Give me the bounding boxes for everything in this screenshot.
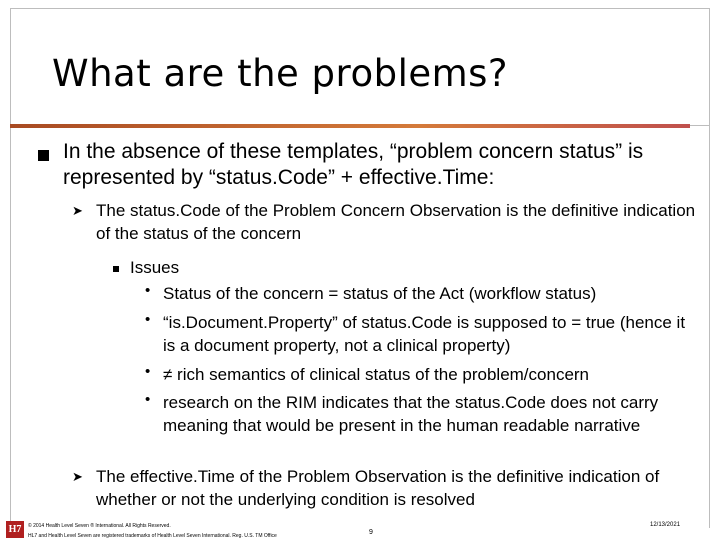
slide-date: 12/13/2021	[650, 522, 681, 528]
issue-item-1: Status of the concern = status of the Act (workflow status)	[163, 284, 597, 303]
footer-copyright: © 2014 Health Level Seven ® International. All Rights Reserved.	[28, 523, 171, 529]
square-bullet-icon	[38, 150, 49, 161]
issue-item-2: “is.Document.Property” of status.Code is supposed to = true (hence it is a document property, not a clinical property)	[163, 313, 686, 355]
square-bullet-small-icon	[113, 266, 119, 272]
slide-title: What are the problems?	[52, 52, 509, 95]
bullet-level2-text-2: The effective.Time of the Problem Observation is the definitive indication of whether or not the underlying condition is resolved	[96, 467, 660, 509]
hl7-logo: H7	[6, 521, 24, 538]
bullet-level1-text: In the absence of these templates, “problem concern status” is represented by “status.Code” + effective.Time:	[63, 140, 644, 189]
dot-bullet-icon: •	[145, 282, 151, 299]
dot-bullet-icon: •	[145, 363, 151, 380]
arrow-bullet-icon: ➤	[72, 203, 83, 218]
dot-bullet-icon: •	[145, 311, 151, 328]
dot-bullet-icon: •	[145, 391, 151, 408]
issue-item-4: research on the RIM indicates that the status.Code does not carry meaning that would be present in the human readable narrative	[163, 393, 659, 435]
frame-right-edge	[709, 8, 710, 528]
frame-left-edge	[10, 8, 11, 528]
bullet-level2-text-1: The status.Code of the Problem Concern Observation is the definitive indication of the status of the concern	[96, 201, 696, 243]
arrow-bullet-icon: ➤	[72, 469, 83, 484]
page-number: 9	[369, 529, 373, 536]
issue-item-3: ≠ rich semantics of clinical status of the problem/concern	[163, 365, 590, 384]
issues-label: Issues	[130, 258, 180, 277]
footer-trademark: HL7 and Health Level Seven are registered trademarks of Health Level Seven International. Reg. U.S. TM Office	[28, 533, 277, 539]
title-underline-rule	[10, 124, 690, 128]
